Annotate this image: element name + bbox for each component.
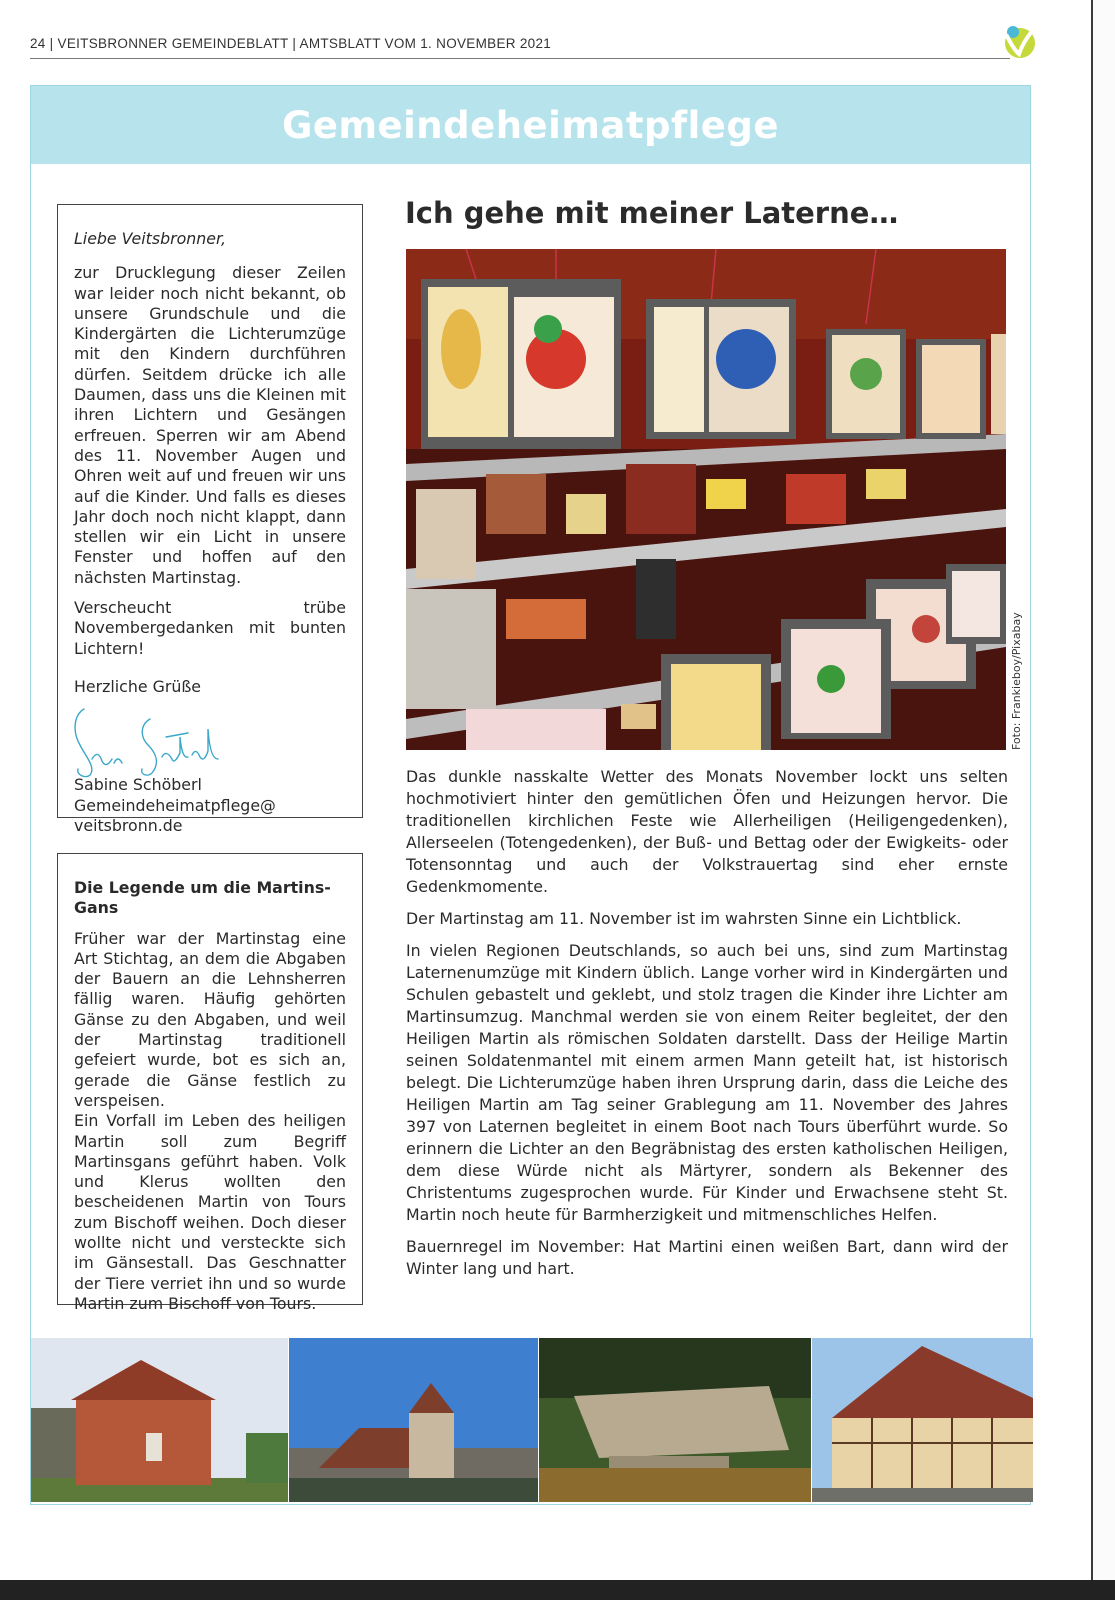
scan-edge-right xyxy=(1091,0,1115,1600)
author-email: Gemeindeheimatpflege@ xyxy=(74,795,276,815)
photo-credit: Foto: Frankieboy/Pixabay xyxy=(1010,612,1023,750)
legend-heading: Die Legende um die Martins-Gans xyxy=(74,878,331,918)
veitsbronn-logo-icon xyxy=(1000,24,1036,60)
photo-train-station xyxy=(31,1338,288,1502)
letter-salutation: Liebe Veitsbronner, xyxy=(74,229,227,248)
photo-stone xyxy=(539,1338,811,1502)
article-paragraph: Das dunkle nasskalte Wetter des Monats November lockt uns selten hochmotiviert hinter den gemütlichen Öfen und Heizungen hervor. Die traditionellen kirchlichen Feste wie Allerheiligen (Heiligengedenken), Allerseelen (Totengedenken), der Buß- und Bettag oder der Ewigkeits- oder Totensonntag und auch der Volkstrauertag sind eher ernste Gedenkmomente. xyxy=(406,767,1008,896)
signature-image xyxy=(68,697,228,779)
letter-paragraph: zur Drucklegung dieser Zeilen war leider noch nicht bekannt, ob unsere Grundschule und die Kindergärten die Lichterumzüge mit den Kindern durchführen dürfen. Seitdem drücke ich alle Daumen, dass uns die Kleinen mit ihren Lichtern und Gesängen erfreuen. Sperren wir am Abend des 11. November Augen und Ohren weit auf und freuen wir uns auf die Kinder. Und falls es dieses Jahr doch noch nicht klappt, dann stellen wir ein Licht in unsere Fenster und hoffen auf den nächsten Martinstag. xyxy=(74,263,346,587)
article-paragraph: In vielen Regionen Deutschlands, so auch bei uns, sind zum Martinstag Laternenumzüge mit Kindern üblich. Lange vorher wird in Kindergärten und Schulen gebastelt und geklebt, und stolz tragen die Kinder ihre Lichter am Martinsumzug. Manchmal werden sie von einem Reiter begleitet, der den Heiligen Martin als römischen Soldaten darstellt. Dass der Heilige Martin seinen Soldatenmantel mit einem armen Mann geteilt hat, ist historisch belegt. Die Lichterumzüge haben ihren Ursprung darin, dass die Leiche des Heiligen Martin am Tag seiner Grablegung am 11. November des Jahres 397 von Laternen begleitet in einem Boot nach Tours überführt wurde. So erinnern die Lichter an den Begräbnistag des ersten katholischen Heiligen, dem diese Würde nicht als Märtyrer, sondern als Bekenner des Christentums zugesprochen wurde. Für Kinder und Erwachsene steht St. Martin noch heute für Barmherzigkeit und mitmenschliches Helfen. xyxy=(406,941,1008,1224)
photo-half-timbered-house xyxy=(812,1338,1033,1502)
lantern-photo xyxy=(406,249,1006,750)
article-body xyxy=(406,766,1008,1290)
scan-edge-bottom xyxy=(0,1580,1115,1600)
article-paragraph: Bauernregel im November: Hat Martini einen weißen Bart, dann wird der Winter lang und hart. xyxy=(406,1237,1008,1278)
letter-paragraph: Verscheucht trübe Novembergedanken mit bunten Lichtern! xyxy=(74,598,346,658)
author-email: veitsbronn.de xyxy=(74,815,183,835)
photo-church xyxy=(289,1338,538,1502)
header-rule xyxy=(30,58,1010,59)
letter-closing: Herzliche Grüße xyxy=(74,676,202,696)
section-banner xyxy=(31,86,1030,164)
section-title: Gemeindeheimatpflege xyxy=(282,103,779,147)
author-name: Sabine Schöberl xyxy=(74,775,202,795)
letter-box xyxy=(57,204,363,835)
legend-box xyxy=(57,853,363,1313)
article-title: Ich gehe mit meiner Laterne… xyxy=(405,196,899,230)
article-paragraph: Der Martinstag am 11. November ist im wahrsten Sinne ein Lichtblick. xyxy=(406,909,962,928)
legend-paragraph: Ein Vorfall im Leben des heiligen Martin soll zum Begriff Martinsgans geführt haben. Volk und Klerus wollten den bescheidenen Martin von Tours zum Bischoff weihen. Doch dieser wollte nicht und versteckte sich im Gänsestall. Das Geschnatter der Tiere verriet ihn und so wurde Martin zum Bischoff von Tours. xyxy=(74,1111,346,1313)
running-head: 24 | VEITSBRONNER GEMEINDEBLATT | AMTSBLATT VOM 1. NOVEMBER 2021 xyxy=(30,36,552,51)
signature-block xyxy=(74,775,346,836)
legend-paragraph: Früher war der Martinstag eine Art Stichtag, an dem die Abgaben der Bauern an die Lehnsherren fällig waren. Häufig gehörten Gänse zu den Abgaben, und weil der Martinstag traditionell gefeiert wurde, bot es sich an, gerade die Gänse festlich zu verspeisen. xyxy=(74,928,346,1110)
